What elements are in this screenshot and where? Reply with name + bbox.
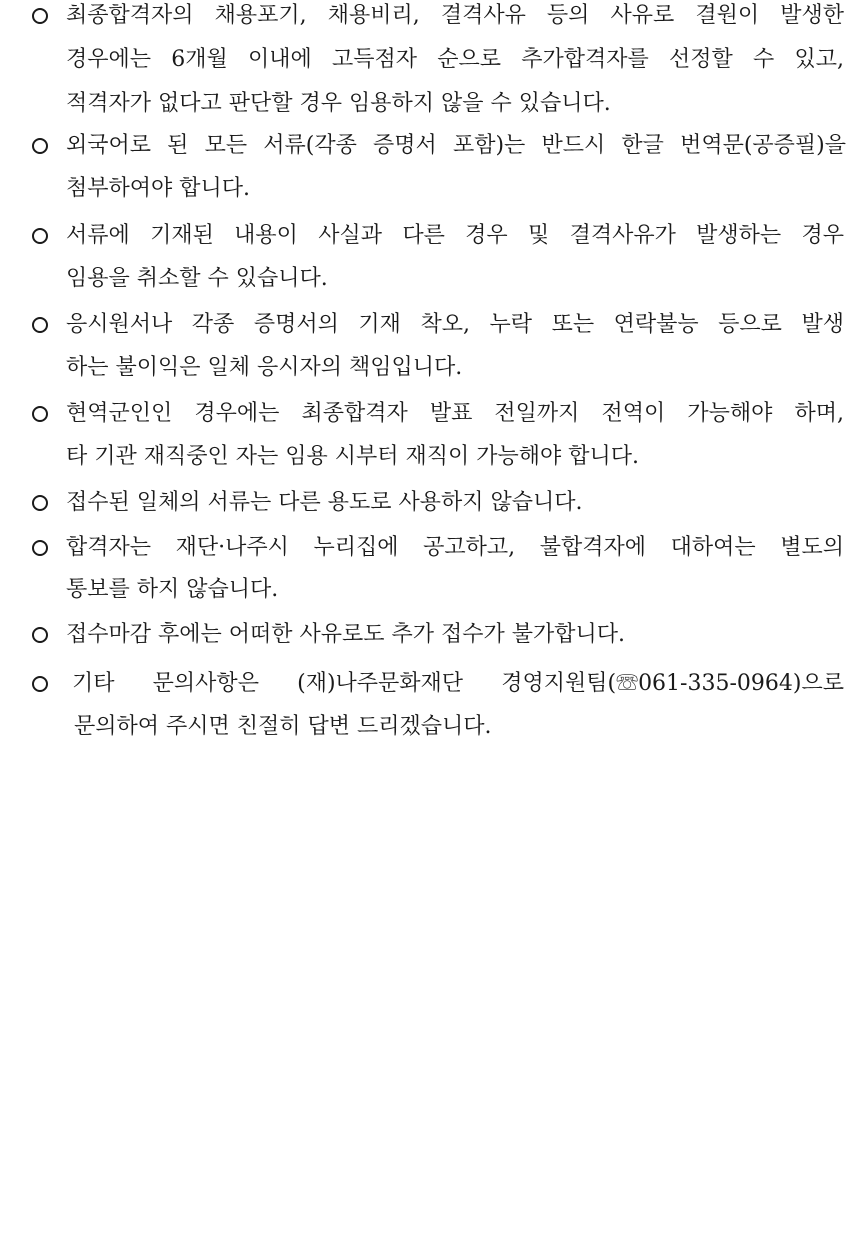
notice-line: 접수마감 후에는 어떠한 사유로도 추가 접수가 불가합니다. — [66, 622, 626, 647]
circle-bullet-icon — [29, 662, 51, 706]
notice-line: 합격자는 재단·나주시 누리집에 공고하고, 불합격자에 대하여는 별도의 — [66, 535, 844, 560]
notice-line: 하는 불이익은 일체 응시자의 책임입니다. — [66, 355, 463, 380]
notice-line: 경우에는 6개월 이내에 고득점자 순으로 추가합격자를 선정할 수 있고, — [66, 47, 844, 72]
notice-line: 기타 문의사항은 (재)나주문화재단 경영지원팀(☏061-335-0964)으로 — [72, 671, 844, 696]
notice-line: 최종합격자의 채용포기, 채용비리, 결격사유 등의 사유로 결원이 발생한 — [66, 3, 844, 28]
notice-line: 타 기관 재직중인 자는 임용 시부터 재직이 가능해야 합니다. — [66, 444, 639, 469]
notice-line: 적격자가 없다고 판단할 경우 임용하지 않을 수 있습니다. — [66, 91, 611, 116]
circle-bullet-icon — [29, 0, 51, 38]
notice-line: 접수된 일체의 서류는 다른 용도로 사용하지 않습니다. — [66, 490, 583, 515]
circle-bullet-icon — [29, 526, 51, 570]
circle-bullet-icon — [29, 613, 51, 657]
notice-line: 응시원서나 각종 증명서의 기재 착오, 누락 또는 연락불능 등으로 발생 — [66, 312, 844, 337]
circle-bullet-icon — [29, 214, 51, 258]
notice-line: 첨부하여야 합니다. — [66, 176, 251, 201]
notice-line: 외국어로 된 모든 서류(각종 증명서 포함)는 반드시 한글 번역문(공증필)을 — [66, 133, 846, 158]
notice-line: 통보를 하지 않습니다. — [66, 577, 279, 602]
notice-line: 임용을 취소할 수 있습니다. — [66, 266, 328, 291]
notice-line: 현역군인인 경우에는 최종합격자 발표 전일까지 전역이 가능해야 하며, — [66, 401, 844, 426]
notice-line: 서류에 기재된 내용이 사실과 다른 경우 및 결격사유가 발생하는 경우 — [66, 223, 844, 248]
notice-line: 문의하여 주시면 친절히 답변 드리겠습니다. — [74, 714, 492, 739]
circle-bullet-icon — [29, 303, 51, 347]
circle-bullet-icon — [29, 481, 51, 525]
circle-bullet-icon — [29, 124, 51, 168]
circle-bullet-icon — [29, 392, 51, 436]
